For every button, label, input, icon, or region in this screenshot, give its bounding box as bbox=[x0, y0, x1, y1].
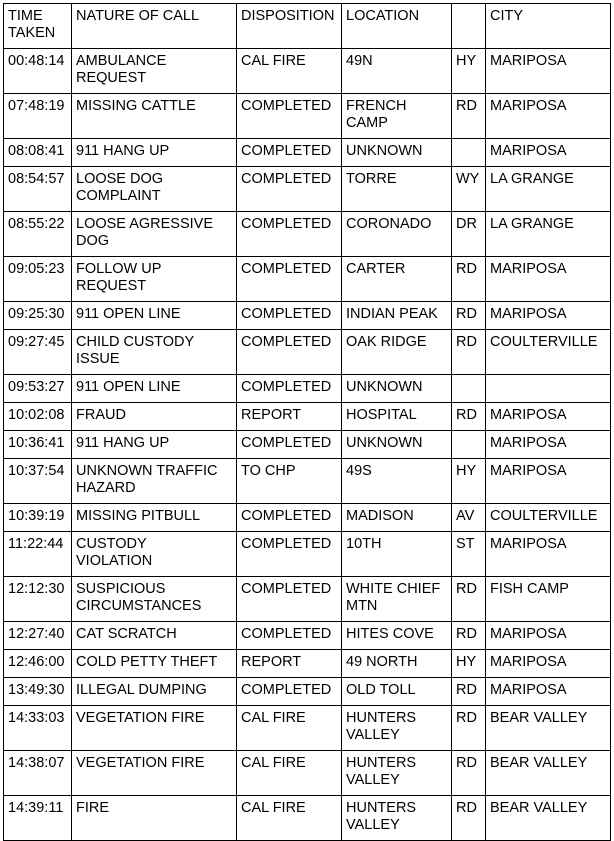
cell-city: MARIPOSA bbox=[486, 139, 611, 167]
cell-nature-of-call: ILLEGAL DUMPING bbox=[72, 678, 237, 706]
table-row bbox=[4, 212, 611, 257]
cell-location: OAK RIDGE bbox=[342, 330, 452, 375]
cell-street-type: RD bbox=[452, 330, 486, 375]
cell-disposition: COMPLETED bbox=[237, 94, 342, 139]
cell-disposition: COMPLETED bbox=[237, 622, 342, 650]
call-log-body bbox=[4, 4, 611, 841]
cell-street-type: RD bbox=[452, 678, 486, 706]
cell-location: UNKNOWN bbox=[342, 375, 452, 403]
cell-nature-of-call: FOLLOW UP REQUEST bbox=[72, 257, 237, 302]
cell-location: CARTER bbox=[342, 257, 452, 302]
cell-time-taken: 07:48:19 bbox=[4, 94, 72, 139]
cell-disposition: COMPLETED bbox=[237, 431, 342, 459]
cell-time-taken: 00:48:14 bbox=[4, 49, 72, 94]
cell-street-type: RD bbox=[452, 94, 486, 139]
cell-disposition: COMPLETED bbox=[237, 678, 342, 706]
cell-time-taken: 12:46:00 bbox=[4, 650, 72, 678]
cell-disposition: COMPLETED bbox=[237, 375, 342, 403]
cell-nature-of-call: SUSPICIOUS CIRCUMSTANCES bbox=[72, 577, 237, 622]
cell-street-type: HY bbox=[452, 459, 486, 504]
cell-disposition: TO CHP bbox=[237, 459, 342, 504]
cell-location: OLD TOLL bbox=[342, 678, 452, 706]
cell-street-type: RD bbox=[452, 403, 486, 431]
cell-disposition: CAL FIRE bbox=[237, 49, 342, 94]
table-row bbox=[4, 139, 611, 167]
cell-city: LA GRANGE bbox=[486, 167, 611, 212]
cell-time-taken: 12:12:30 bbox=[4, 577, 72, 622]
cell-location: 49N bbox=[342, 49, 452, 94]
cell-location: HOSPITAL bbox=[342, 403, 452, 431]
cell-location: INDIAN PEAK bbox=[342, 302, 452, 330]
cell-city: MARIPOSA bbox=[486, 431, 611, 459]
cell-time-taken: 09:53:27 bbox=[4, 375, 72, 403]
cell-disposition: COMPLETED bbox=[237, 212, 342, 257]
cell-disposition: COMPLETED bbox=[237, 532, 342, 577]
cell-time-taken: 08:08:41 bbox=[4, 139, 72, 167]
cell-time-taken: 10:37:54 bbox=[4, 459, 72, 504]
cell-time-taken: 14:38:07 bbox=[4, 751, 72, 796]
table-row bbox=[4, 94, 611, 139]
cell-location: HUNTERS VALLEY bbox=[342, 751, 452, 796]
cell-city: COULTERVILLE bbox=[486, 504, 611, 532]
cell-city: BEAR VALLEY bbox=[486, 706, 611, 751]
cell-city: FISH CAMP bbox=[486, 577, 611, 622]
cell-nature-of-call: 911 OPEN LINE bbox=[72, 375, 237, 403]
cell-disposition: COMPLETED bbox=[237, 302, 342, 330]
cell-disposition: CAL FIRE bbox=[237, 706, 342, 751]
cell-nature-of-call: CAT SCRATCH bbox=[72, 622, 237, 650]
cell-nature-of-call: 911 OPEN LINE bbox=[72, 302, 237, 330]
cell-nature-of-call: VEGETATION FIRE bbox=[72, 751, 237, 796]
cell-location: CORONADO bbox=[342, 212, 452, 257]
cell-disposition: CAL FIRE bbox=[237, 751, 342, 796]
cell-street-type bbox=[452, 431, 486, 459]
cell-nature-of-call: FRAUD bbox=[72, 403, 237, 431]
cell-city: MARIPOSA bbox=[486, 257, 611, 302]
cell-time-taken: 10:36:41 bbox=[4, 431, 72, 459]
cell-city bbox=[486, 375, 611, 403]
table-row bbox=[4, 577, 611, 622]
cell-location: HUNTERS VALLEY bbox=[342, 796, 452, 841]
cell-location: WHITE CHIEF MTN bbox=[342, 577, 452, 622]
cell-time-taken: 08:55:22 bbox=[4, 212, 72, 257]
cell-location: 49 NORTH bbox=[342, 650, 452, 678]
table-row bbox=[4, 678, 611, 706]
cell-time-taken: 10:39:19 bbox=[4, 504, 72, 532]
cell-city: MARIPOSA bbox=[486, 49, 611, 94]
header-location: LOCATION bbox=[342, 4, 452, 49]
cell-nature-of-call: 911 HANG UP bbox=[72, 431, 237, 459]
cell-time-taken: 09:27:45 bbox=[4, 330, 72, 375]
cell-time-taken: 14:39:11 bbox=[4, 796, 72, 841]
cell-city: MARIPOSA bbox=[486, 302, 611, 330]
cell-street-type: RD bbox=[452, 751, 486, 796]
cell-street-type: RD bbox=[452, 302, 486, 330]
cell-nature-of-call: COLD PETTY THEFT bbox=[72, 650, 237, 678]
cell-time-taken: 11:22:44 bbox=[4, 532, 72, 577]
cell-city: MARIPOSA bbox=[486, 532, 611, 577]
cell-nature-of-call: LOOSE DOG COMPLAINT bbox=[72, 167, 237, 212]
header-disposition: DISPOSITION bbox=[237, 4, 342, 49]
cell-location: FRENCH CAMP bbox=[342, 94, 452, 139]
cell-city: MARIPOSA bbox=[486, 94, 611, 139]
cell-location: HUNTERS VALLEY bbox=[342, 706, 452, 751]
header-street-type bbox=[452, 4, 486, 49]
cell-city: MARIPOSA bbox=[486, 403, 611, 431]
call-log-table bbox=[3, 3, 611, 841]
cell-location: TORRE bbox=[342, 167, 452, 212]
cell-street-type: WY bbox=[452, 167, 486, 212]
cell-nature-of-call: 911 HANG UP bbox=[72, 139, 237, 167]
table-row bbox=[4, 706, 611, 751]
table-row bbox=[4, 751, 611, 796]
table-row bbox=[4, 375, 611, 403]
cell-nature-of-call: CHILD CUSTODY ISSUE bbox=[72, 330, 237, 375]
cell-nature-of-call: FIRE bbox=[72, 796, 237, 841]
cell-disposition: COMPLETED bbox=[237, 257, 342, 302]
cell-nature-of-call: MISSING CATTLE bbox=[72, 94, 237, 139]
cell-street-type bbox=[452, 375, 486, 403]
table-row bbox=[4, 49, 611, 94]
cell-city: LA GRANGE bbox=[486, 212, 611, 257]
cell-time-taken: 14:33:03 bbox=[4, 706, 72, 751]
cell-street-type: AV bbox=[452, 504, 486, 532]
cell-time-taken: 12:27:40 bbox=[4, 622, 72, 650]
cell-nature-of-call: LOOSE AGRESSIVE DOG bbox=[72, 212, 237, 257]
cell-location: UNKNOWN bbox=[342, 139, 452, 167]
cell-street-type: RD bbox=[452, 796, 486, 841]
table-row bbox=[4, 330, 611, 375]
cell-street-type: RD bbox=[452, 622, 486, 650]
cell-location: 10TH bbox=[342, 532, 452, 577]
cell-city: COULTERVILLE bbox=[486, 330, 611, 375]
cell-city: MARIPOSA bbox=[486, 622, 611, 650]
cell-street-type: HY bbox=[452, 49, 486, 94]
cell-disposition: COMPLETED bbox=[237, 139, 342, 167]
cell-nature-of-call: AMBULANCE REQUEST bbox=[72, 49, 237, 94]
table-row bbox=[4, 796, 611, 841]
table-row bbox=[4, 302, 611, 330]
table-row bbox=[4, 622, 611, 650]
cell-disposition: COMPLETED bbox=[237, 330, 342, 375]
cell-city: MARIPOSA bbox=[486, 459, 611, 504]
header-time-taken: TIME TAKEN bbox=[4, 4, 72, 49]
table-row bbox=[4, 532, 611, 577]
cell-street-type: ST bbox=[452, 532, 486, 577]
cell-street-type: RD bbox=[452, 706, 486, 751]
cell-city: BEAR VALLEY bbox=[486, 796, 611, 841]
cell-time-taken: 09:25:30 bbox=[4, 302, 72, 330]
table-row bbox=[4, 257, 611, 302]
cell-disposition: COMPLETED bbox=[237, 577, 342, 622]
table-row bbox=[4, 431, 611, 459]
cell-time-taken: 13:49:30 bbox=[4, 678, 72, 706]
cell-location: 49S bbox=[342, 459, 452, 504]
cell-time-taken: 08:54:57 bbox=[4, 167, 72, 212]
cell-city: MARIPOSA bbox=[486, 650, 611, 678]
cell-time-taken: 10:02:08 bbox=[4, 403, 72, 431]
cell-city: MARIPOSA bbox=[486, 678, 611, 706]
cell-disposition: COMPLETED bbox=[237, 167, 342, 212]
cell-street-type: DR bbox=[452, 212, 486, 257]
cell-disposition: COMPLETED bbox=[237, 504, 342, 532]
cell-street-type: RD bbox=[452, 577, 486, 622]
cell-disposition: REPORT bbox=[237, 650, 342, 678]
cell-location: HITES COVE bbox=[342, 622, 452, 650]
cell-street-type bbox=[452, 139, 486, 167]
cell-nature-of-call: UNKNOWN TRAFFIC HAZARD bbox=[72, 459, 237, 504]
table-row bbox=[4, 459, 611, 504]
header-nature-of-call: NATURE OF CALL bbox=[72, 4, 237, 49]
cell-disposition: CAL FIRE bbox=[237, 796, 342, 841]
table-row bbox=[4, 650, 611, 678]
header-row bbox=[4, 4, 611, 49]
cell-street-type: RD bbox=[452, 257, 486, 302]
table-row bbox=[4, 504, 611, 532]
cell-nature-of-call: VEGETATION FIRE bbox=[72, 706, 237, 751]
cell-street-type: HY bbox=[452, 650, 486, 678]
cell-nature-of-call: MISSING PITBULL bbox=[72, 504, 237, 532]
cell-city: BEAR VALLEY bbox=[486, 751, 611, 796]
cell-location: MADISON bbox=[342, 504, 452, 532]
table-row bbox=[4, 403, 611, 431]
cell-location: UNKNOWN bbox=[342, 431, 452, 459]
cell-disposition: REPORT bbox=[237, 403, 342, 431]
table-row bbox=[4, 167, 611, 212]
cell-time-taken: 09:05:23 bbox=[4, 257, 72, 302]
cell-nature-of-call: CUSTODY VIOLATION bbox=[72, 532, 237, 577]
header-city: CITY bbox=[486, 4, 611, 49]
